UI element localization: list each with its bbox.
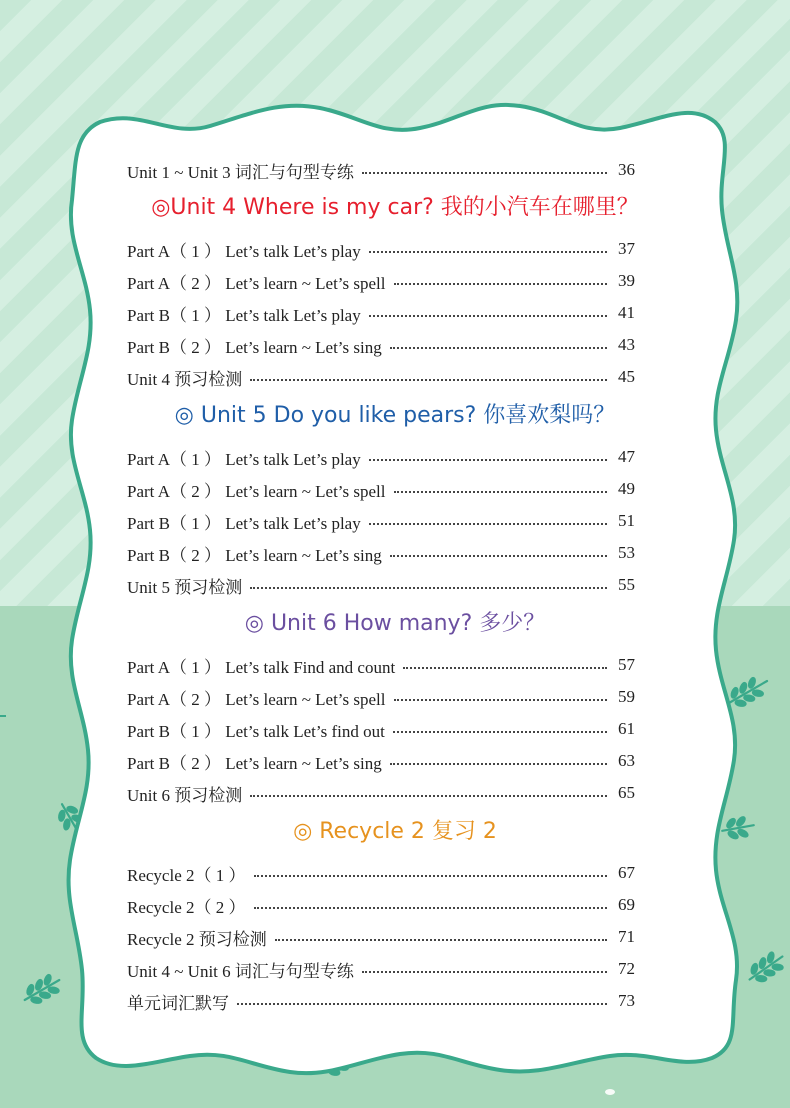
dot-leader (390, 555, 607, 557)
toc-item-label: Unit 6 预习检测 (127, 785, 243, 805)
toc-item-label: Unit 4 预习检测 (127, 369, 243, 389)
toc-item-page: 45 (618, 367, 635, 386)
toc-item-page: 72 (618, 959, 635, 978)
toc-item-label: Part B（ 1 ） Let’s talk Let’s play (127, 513, 361, 533)
toc-item[interactable] (127, 924, 635, 950)
toc-item-page: 59 (618, 687, 635, 706)
toc-item-page: 55 (618, 575, 635, 594)
recycle2-heading: ◎ Recycle 2 复习 2 (293, 819, 497, 844)
dot-leader (254, 875, 608, 877)
toc-item-page: 39 (618, 271, 635, 290)
toc-intro-row[interactable] (127, 157, 635, 183)
toc-item-label: Part A（ 1 ） Let’s talk Let’s play (127, 241, 361, 261)
dot-leader (362, 971, 607, 973)
dot-leader (369, 459, 607, 461)
toc-item-page: 73 (618, 991, 635, 1010)
toc-item[interactable] (127, 716, 635, 742)
toc-item-page: 53 (618, 543, 635, 562)
dot-leader (250, 795, 607, 797)
toc-item[interactable] (127, 364, 635, 390)
toc-item-page: 69 (618, 895, 635, 914)
dot-leader (369, 251, 607, 253)
toc-item-label: Recycle 2 预习检测 (127, 929, 267, 949)
toc-item-label: Part A（ 2 ） Let’s learn ~ Let’s spell (127, 689, 386, 709)
toc-item-page: 63 (618, 751, 635, 770)
dot-leader (394, 283, 608, 285)
unit6-heading: ◎ Unit 6 How many? 多少？ (244, 611, 546, 636)
toc-item[interactable] (127, 332, 635, 358)
toc-item-page: 37 (618, 239, 635, 258)
toc-item-label: 单元词汇默写 (127, 993, 229, 1013)
dot-leader (237, 1003, 607, 1005)
toc-item[interactable] (127, 508, 635, 534)
toc-item-page: 61 (618, 719, 635, 738)
dot-leader (390, 347, 607, 349)
toc-item[interactable] (127, 988, 635, 1014)
unit5-heading: ◎ Unit 5 Do you like pears? 你喜欢梨吗？ (174, 403, 616, 428)
toc-item-page: 71 (618, 927, 635, 946)
toc-item[interactable] (127, 236, 635, 262)
toc-item[interactable] (127, 300, 635, 326)
toc-item-page: 36 (618, 160, 635, 179)
toc-item[interactable] (127, 572, 635, 598)
toc-item-label: Recycle 2（ 1 ） (127, 865, 246, 885)
toc-item-label: Part A（ 1 ） Let’s talk Find and count (127, 657, 396, 677)
dot-leader (369, 523, 607, 525)
toc-item[interactable] (127, 444, 635, 470)
dot-leader (362, 172, 607, 174)
toc-item-label: Part A（ 2 ） Let’s learn ~ Let’s spell (127, 481, 386, 501)
toc-item[interactable] (127, 780, 635, 806)
toc-item[interactable] (127, 268, 635, 294)
toc-item-page: 67 (618, 863, 635, 882)
toc-item-page: 57 (618, 655, 635, 674)
dot-leader (390, 763, 607, 765)
toc-item[interactable] (127, 476, 635, 502)
toc-item-label: Part B（ 2 ） Let’s learn ~ Let’s sing (127, 753, 382, 773)
toc-item-page: 65 (618, 783, 635, 802)
dot-leader (403, 667, 607, 669)
toc-item-page: 49 (618, 479, 635, 498)
toc-item-label: Part B（ 2 ） Let’s learn ~ Let’s sing (127, 337, 382, 357)
toc-item[interactable] (127, 652, 635, 678)
toc-item-label: Unit 4 ~ Unit 6 词汇与句型专练 (127, 961, 354, 981)
toc-item[interactable] (127, 956, 635, 982)
toc-item-label: Part B（ 2 ） Let’s learn ~ Let’s sing (127, 545, 382, 565)
dot-leader (254, 907, 608, 909)
toc-item-label: Unit 5 预习检测 (127, 577, 243, 597)
toc-item-label: Part B（ 1 ） Let’s talk Let’s play (127, 305, 361, 325)
dot-leader (275, 939, 607, 941)
dot-leader (393, 731, 607, 733)
toc-item-page: 41 (618, 303, 635, 322)
unit4-heading: ◎Unit 4 Where is my car? 我的小汽车在哪里？ (151, 195, 639, 220)
toc-item[interactable] (127, 860, 635, 886)
toc-item-label: Part A（ 1 ） Let’s talk Let’s play (127, 449, 361, 469)
toc-item-label: Recycle 2（ 2 ） (127, 897, 246, 917)
dot-leader (369, 315, 607, 317)
toc-item-label: Part A（ 2 ） Let’s learn ~ Let’s spell (127, 273, 386, 293)
toc-item-page: 43 (618, 335, 635, 354)
toc-item-page: 47 (618, 447, 635, 466)
toc-item[interactable] (127, 748, 635, 774)
toc-item-page: 51 (618, 511, 635, 530)
dot-leader (250, 587, 607, 589)
toc-item[interactable] (127, 892, 635, 918)
toc-item[interactable] (127, 540, 635, 566)
dot-leader (250, 379, 607, 381)
toc-item-label: Part B（ 1 ） Let’s talk Let’s find out (127, 721, 385, 741)
dot-leader (394, 491, 608, 493)
toc-item[interactable] (127, 684, 635, 710)
toc-item-label: Unit 1 ~ Unit 3 词汇与句型专练 (127, 162, 354, 182)
dot-leader (394, 699, 608, 701)
